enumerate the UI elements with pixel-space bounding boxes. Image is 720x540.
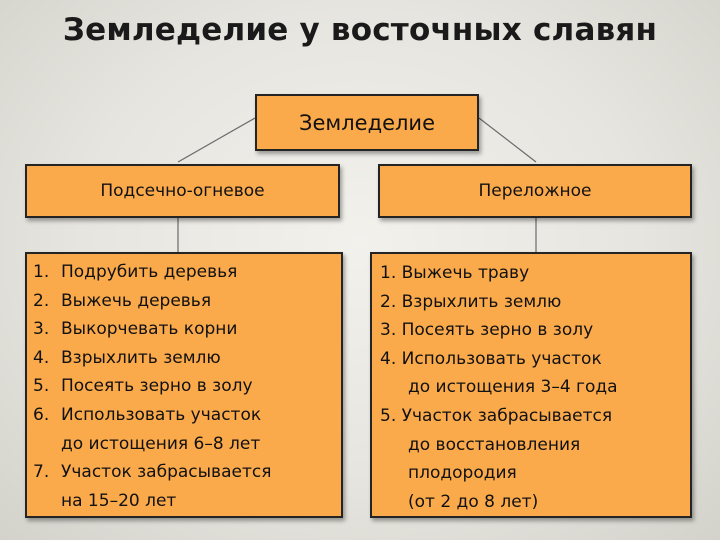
- category-label-slash-and-burn: Подсечно-огневое: [100, 181, 265, 201]
- step-text: Выжечь деревья: [61, 290, 212, 311]
- step-continuation: на 15–20 лет: [61, 490, 177, 511]
- step-item: 2. Взрыхлить землю: [380, 291, 562, 312]
- step-continuation: (от 2 до 8 лет): [408, 491, 539, 512]
- connector-root-right: [479, 118, 536, 162]
- step-text: Подрубить деревья: [61, 262, 238, 282]
- step-text: Выкорчевать корни: [61, 319, 238, 340]
- steps-box-fallow: [370, 252, 692, 518]
- step-text: Посеять зерно в золу: [61, 376, 253, 397]
- step-text: Использовать участок: [61, 404, 262, 425]
- step-item: [33, 458, 335, 487]
- step-item: [33, 372, 335, 401]
- step-number: 3.: [33, 319, 50, 340]
- step-number: 6.: [33, 404, 50, 425]
- step-continuation: до восстановления: [408, 434, 581, 455]
- page-title: Земледелие у восточных славян: [62, 12, 658, 48]
- step-text: Взрыхлить землю: [61, 347, 221, 368]
- steps-box-slash-and-burn: [25, 252, 343, 518]
- step-item: [33, 344, 335, 373]
- root-box: [255, 94, 479, 151]
- step-number: 1.: [33, 262, 50, 282]
- step-item: [33, 287, 335, 316]
- step-continuation: до истощения 6–8 лет: [61, 433, 261, 454]
- step-text: Участок забрасывается: [61, 462, 272, 483]
- root-label: Земледелие: [299, 110, 435, 135]
- step-item: [33, 258, 335, 287]
- step-item: [33, 401, 335, 430]
- category-box-slash-and-burn: [25, 164, 340, 218]
- step-item: [33, 315, 335, 344]
- step-number: 5.: [33, 376, 50, 397]
- step-item: 1. Выжечь траву: [380, 263, 530, 283]
- connector-root-left: [178, 118, 255, 162]
- step-number: 4.: [33, 347, 50, 368]
- step-item: 3. Посеять зерно в золу: [380, 320, 594, 341]
- step-continuation: плодородия: [408, 463, 517, 484]
- step-number: 2.: [33, 290, 50, 311]
- step-item: 5. Участок забрасывается: [380, 405, 613, 426]
- category-label-fallow: Переложное: [478, 181, 592, 201]
- step-number: 7.: [33, 462, 50, 483]
- step-continuation: до истощения 3–4 года: [408, 377, 618, 398]
- step-item: 4. Использовать участок: [380, 348, 602, 369]
- category-box-fallow: [378, 164, 692, 218]
